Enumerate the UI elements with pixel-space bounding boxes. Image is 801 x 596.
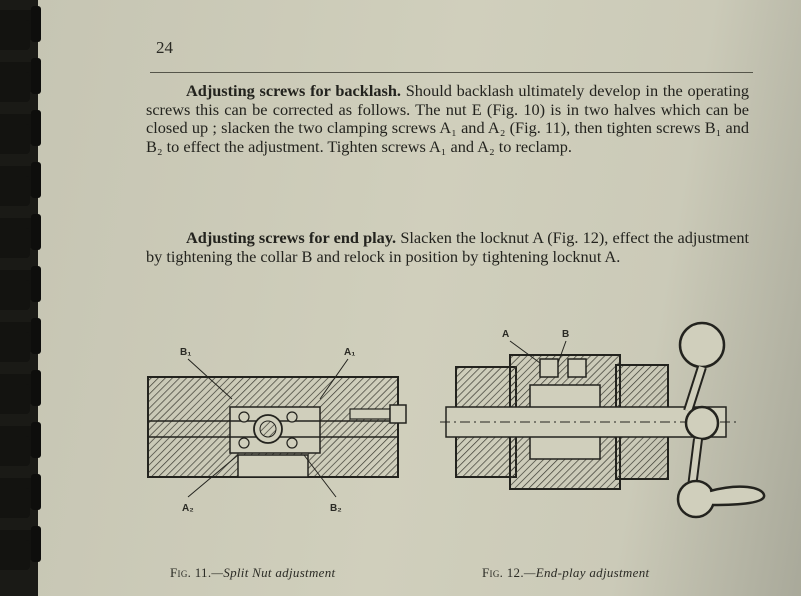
caption-12-title: —End-play adjustment bbox=[523, 565, 650, 580]
caption-12-prefix: Fig. 12. bbox=[482, 565, 524, 580]
label-a1: A₁ bbox=[344, 347, 356, 358]
label-b: B bbox=[562, 329, 570, 340]
caption-11-prefix: Fig. 11. bbox=[170, 565, 212, 580]
figure-11-split-nut-diagram bbox=[140, 325, 430, 525]
label-a2: A₂ bbox=[182, 503, 194, 514]
page-number: 24 bbox=[156, 38, 173, 57]
caption-figure-12 bbox=[482, 565, 649, 581]
paragraph-end-play bbox=[146, 229, 749, 266]
caption-figure-11 bbox=[170, 565, 335, 581]
label-a: A bbox=[502, 329, 510, 340]
caption-11-title: —Split Nut adjustment bbox=[211, 565, 336, 580]
text-end-play: Slacken the locknut A (Fig. 12), effect the adjustment by tightening the collar B and relock in position by tightening locknut A. bbox=[146, 228, 749, 266]
label-b2: B₂ bbox=[330, 503, 342, 514]
heading-backlash: Adjusting screws for backlash. bbox=[186, 81, 401, 100]
paragraph-backlash bbox=[146, 82, 749, 156]
figure-12-end-play-diagram bbox=[440, 315, 780, 535]
text-backlash: Should backlash ultimately develop in the operating screws this can be corrected as follows. The nut E (Fig. 10) is in two halves which can be closed up ; slacken the two clamping screws A₁ and A₂ (Fig. 11), then tighten screws B₁ and B₂ to effect the adjustment. Tighten screws A₁ and A₂ to reclamp. bbox=[146, 81, 749, 156]
label-b1: B₁ bbox=[180, 347, 192, 358]
header-rule bbox=[150, 72, 753, 73]
heading-end-play: Adjusting screws for end play. bbox=[186, 228, 397, 247]
